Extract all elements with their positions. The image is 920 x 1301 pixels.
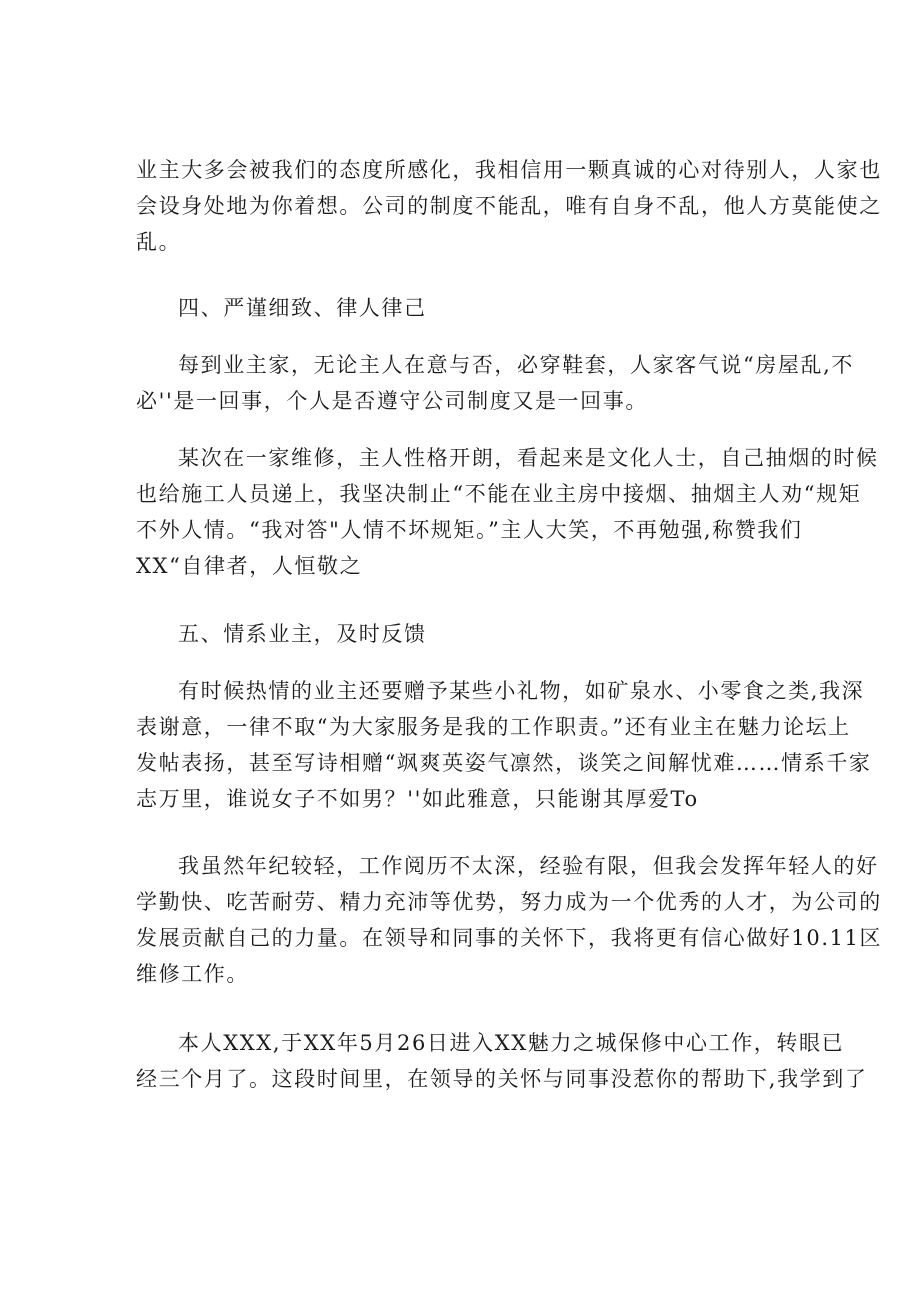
paragraph-shoe-covers — [136, 347, 855, 419]
paragraph-owner-attitude — [136, 152, 882, 260]
section-heading-five — [136, 616, 796, 652]
paragraph-introduction — [136, 1025, 868, 1097]
text-line: 也给施工人员递上，我坚决制止“不能在业主房中接烟、抽烟主人劝“规矩 — [136, 482, 862, 506]
text-line: 维修工作。 — [136, 962, 249, 986]
paragraph-gifts — [136, 673, 872, 817]
text-line: 业主大多会被我们的态度所感化，我相信用一颗真诚的心对待别人，人家也 — [136, 158, 882, 182]
text-line: 有时候热情的业主还要赠予某些小礼物，如矿泉水、小零食之类,我深 — [178, 679, 865, 703]
text-line: 不外人情。“我对答"人情不坏规矩。”主人大笑，不再勉强,称赞我们 — [136, 518, 803, 542]
paragraph-young-advantages — [136, 848, 883, 992]
section-heading: 四、严谨细致、律人律己 — [178, 296, 427, 320]
text-line: 经三个月了。这段时间里，在领导的关怀与同事没惹你的帮助下,我学到了 — [136, 1067, 868, 1091]
text-line: 乱。 — [136, 230, 182, 254]
text-line: 本人XXX,于XX年5月26日进入XX魅力之城保修中心工作，转眼已 — [178, 1031, 845, 1055]
text-line: 每到业主家，无论主人在意与否，必穿鞋套，人家客气说“房屋乱,不 — [178, 353, 855, 377]
text-line: 发帖表扬，甚至写诗相赠“飒爽英姿气凛然，谈笑之间解忧难……情系千家 — [136, 751, 872, 775]
section-heading-four — [136, 290, 796, 326]
text-line: 必''是一回事，个人是否遵守公司制度又是一回事。 — [136, 389, 648, 413]
text-line: 我虽然年纪较轻，工作阅历不太深，经验有限，但我会发挥年轻人的好 — [178, 854, 879, 878]
text-line: 表谢意，一律不取“为大家服务是我的工作职责。”还有业主在魅力论坛上 — [136, 715, 851, 739]
text-line: 发展贡献自己的力量。在领导和同事的关怀下，我将更有信心做好10.11区 — [136, 926, 883, 950]
text-line: XX“自律者，人恒敬之 — [136, 554, 363, 578]
text-line: 某次在一家维修，主人性格开朗，看起来是文化人士，自己抽烟的时候 — [178, 446, 879, 470]
paragraph-smoking — [136, 440, 879, 584]
text-line: 学勤快、吃苦耐劳、精力充沛等优势，努力成为一个优秀的人才，为公司的 — [136, 890, 882, 914]
section-heading: 五、情系业主，及时反馈 — [178, 622, 427, 646]
text-line: 志万里，谁说女子不如男？''如此雅意，只能谢其厚爱To — [136, 787, 699, 811]
text-line: 会设身处地为你着想。公司的制度不能乱，唯有自身不乱，他人方莫能使之 — [136, 194, 882, 218]
